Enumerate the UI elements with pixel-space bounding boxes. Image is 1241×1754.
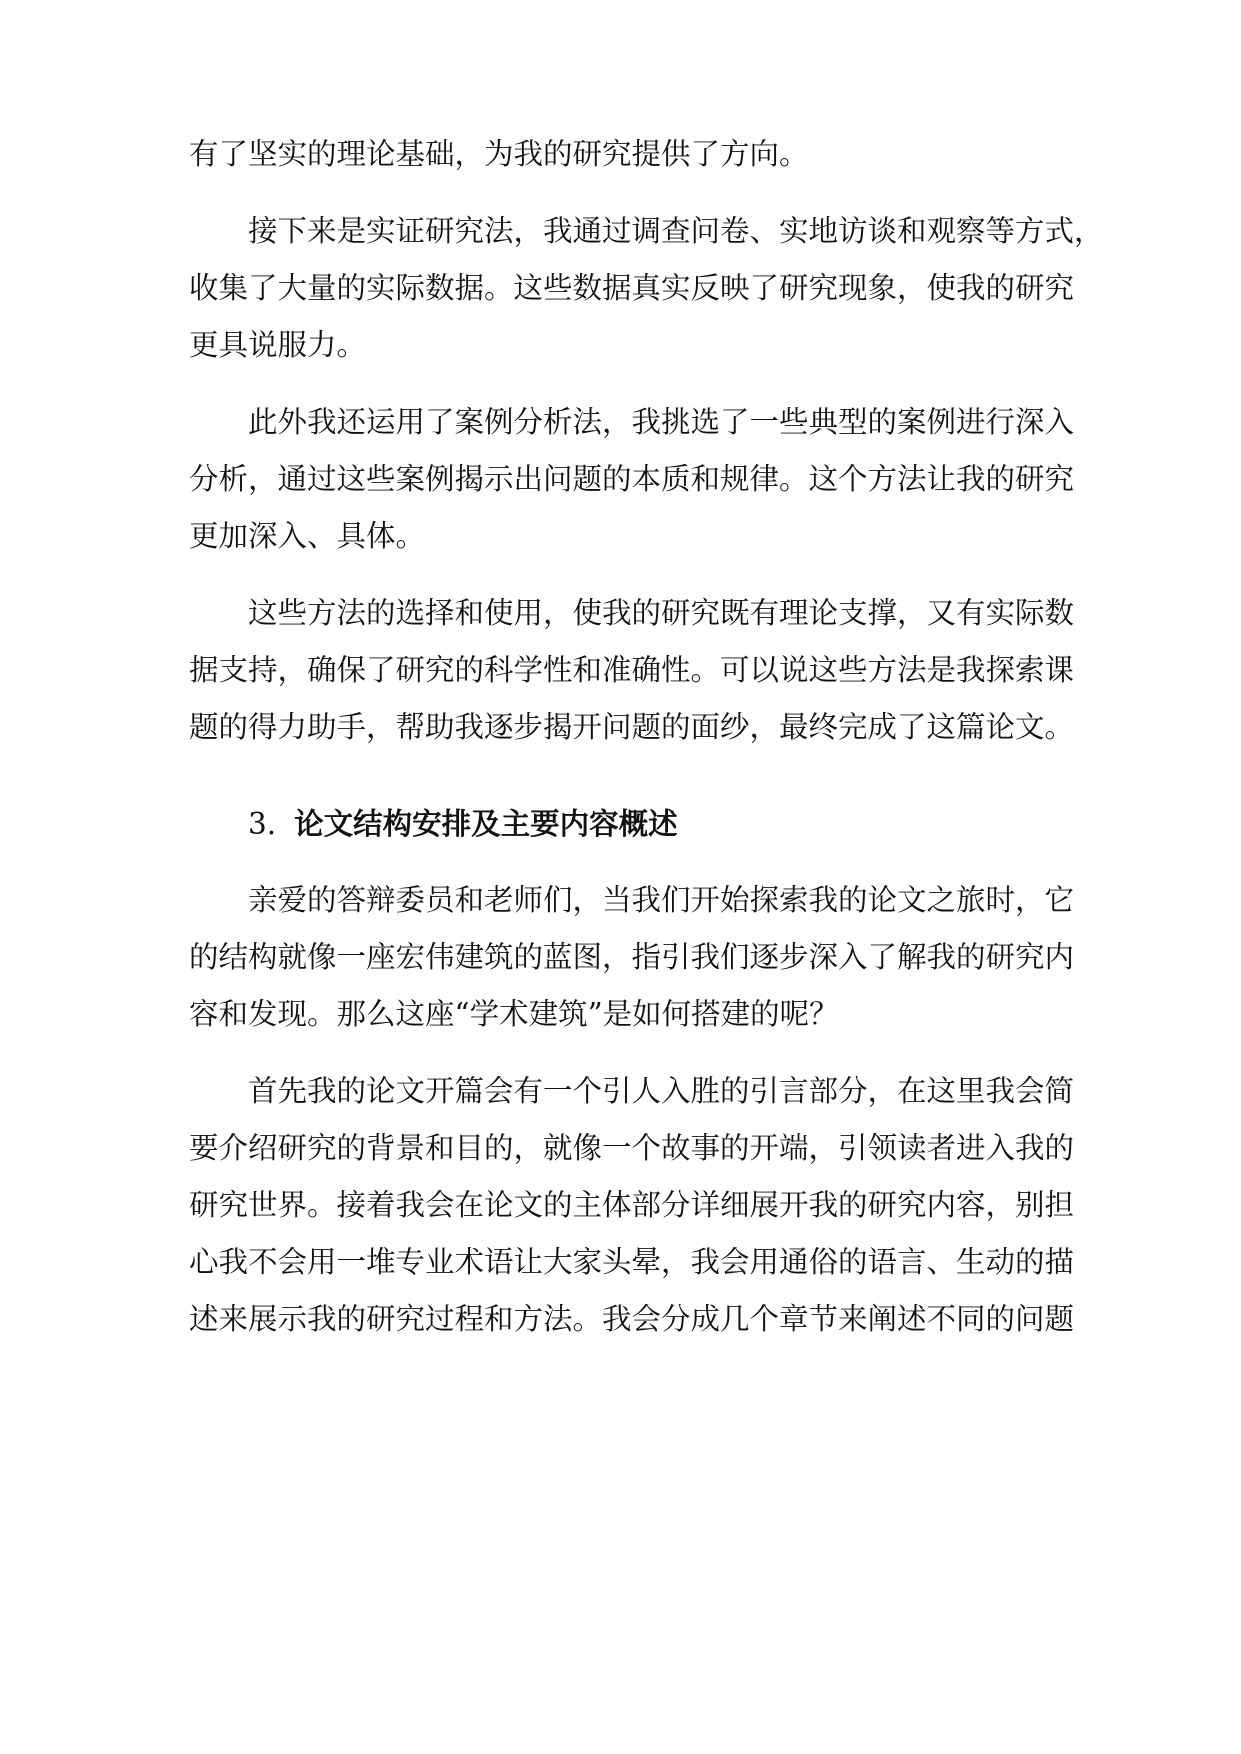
- paragraph-line: 容和发现。那么这座“学术建筑”是如何搭建的呢？: [189, 997, 839, 1031]
- paragraph-line: 这些方法的选择和使用，使我的研究既有理论支撑，又有实际数: [248, 596, 1075, 630]
- paragraph-line: 亲爱的答辩委员和老师们，当我们开始探索我的论文之旅时，它: [248, 883, 1075, 917]
- section-heading: [248, 804, 678, 844]
- paragraph-line: 述来展示我的研究过程和方法。我会分成几个章节来阐述不同的问题: [189, 1302, 1075, 1336]
- paragraph-line: 分析，通过这些案例揭示出问题的本质和规律。这个方法让我的研究: [189, 462, 1075, 496]
- paragraph-line: 此外我还运用了案例分析法，我挑选了一些典型的案例进行深入: [248, 405, 1075, 439]
- paragraph-line: 更具说服力。: [189, 328, 367, 362]
- paragraph-line: 更加深入、具体。: [189, 519, 426, 553]
- paragraph-line: 要介绍研究的背景和目的，就像一个故事的开端，引领读者进入我的: [189, 1131, 1075, 1165]
- paragraph-line: 首先我的论文开篇会有一个引人入胜的引言部分，在这里我会简: [248, 1074, 1075, 1108]
- paragraph-line: 有了坚实的理论基础，为我的研究提供了方向。: [189, 137, 809, 171]
- paragraph-line: 据支持，确保了研究的科学性和准确性。可以说这些方法是我探索课: [189, 653, 1075, 687]
- paragraph-line: 的结构就像一座宏伟建筑的蓝图，指引我们逐步深入了解我的研究内: [189, 940, 1075, 974]
- paragraph-line: 心我不会用一堆专业术语让大家头晕，我会用通俗的语言、生动的描: [189, 1245, 1075, 1279]
- section-title: 论文结构安排及主要内容概述: [294, 806, 678, 841]
- paragraph-line: 接下来是实证研究法，我通过调查问卷、实地访谈和观察等方式，: [248, 214, 1104, 248]
- paragraph-line: 题的得力助手，帮助我逐步揭开问题的面纱，最终完成了这篇论文。: [189, 710, 1075, 744]
- paragraph-line: 研究世界。接着我会在论文的主体部分详细展开我的研究内容，别担: [189, 1188, 1075, 1222]
- paragraph-line: 收集了大量的实际数据。这些数据真实反映了研究现象，使我的研究: [189, 271, 1075, 305]
- section-number: 3.: [248, 807, 277, 841]
